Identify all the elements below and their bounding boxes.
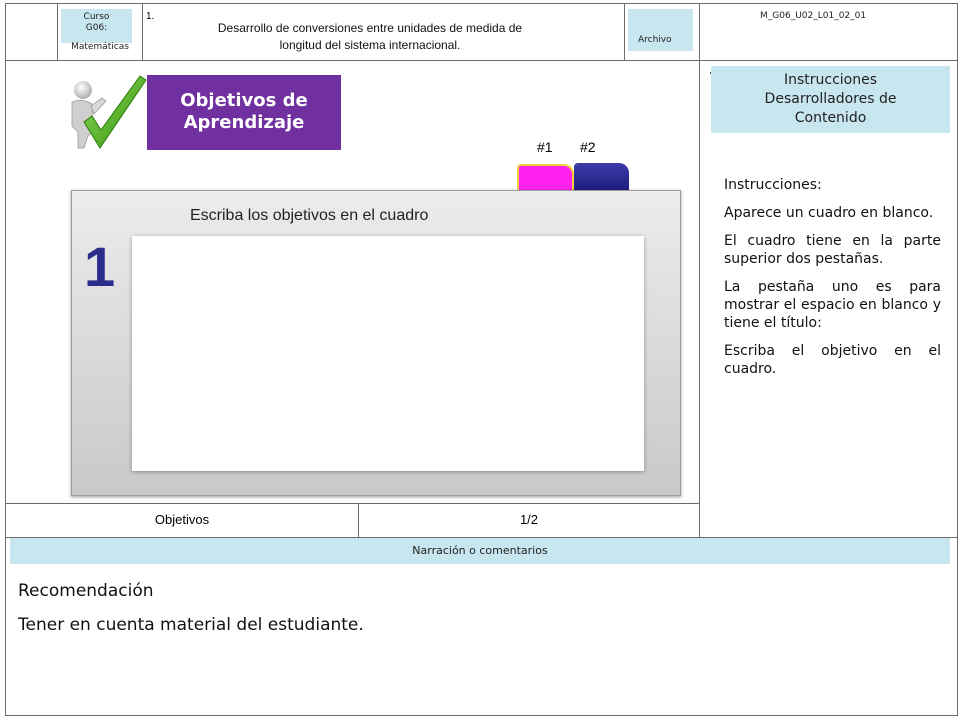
course-subject: Matemáticas	[71, 42, 129, 52]
recommendation-heading: Recomendación	[18, 581, 154, 601]
objectives-card	[71, 190, 681, 496]
objectives-input-box[interactable]	[132, 236, 644, 471]
card-title: Escriba los objetivos en el cuadro	[190, 207, 429, 224]
file-label-text: Archivo	[638, 35, 672, 45]
lesson-title-line: Desarrollo de conversiones entre unidades de medida de	[217, 21, 523, 35]
instructions-paragraph: La pestaña uno es para mostrar el espacio en blanco y tiene el título:	[724, 279, 941, 331]
course-label-line: G06:	[85, 23, 108, 33]
frame-right	[957, 3, 958, 716]
tab-2[interactable]	[574, 163, 629, 191]
instructions-paragraph: Aparece un cuadro en blanco.	[724, 205, 934, 221]
header-divider-1	[57, 3, 58, 60]
objectives-banner	[147, 75, 341, 150]
content-right-divider	[699, 60, 700, 537]
frame-left	[5, 3, 6, 716]
checkmark-mascot-icon	[66, 74, 148, 150]
footer-page-number: 1/2	[519, 512, 539, 527]
card-number: 1	[84, 235, 116, 298]
frame-top	[5, 3, 958, 4]
instructions-paragraph: El cuadro tiene en la parte superior dos pestañas.	[724, 233, 941, 267]
tab-2-label: #2	[580, 139, 596, 155]
instructions-paragraph: Instrucciones:	[724, 177, 822, 193]
lesson-title-line: longitud del sistema internacional.	[279, 38, 461, 52]
instructions-paragraph: Escriba el objetivo en el cuadro.	[724, 343, 941, 377]
tab-1[interactable]	[517, 164, 574, 192]
file-label	[628, 9, 693, 51]
banner-line: Aprendizaje	[183, 112, 305, 133]
course-label-line: Curso	[83, 12, 110, 22]
tab-1-label: #1	[537, 139, 553, 155]
footer-section-label: Objetivos	[154, 512, 210, 527]
narration-label: Narración o comentarios	[10, 538, 950, 564]
header-bottom-line	[5, 60, 958, 61]
header-divider-2	[142, 3, 143, 60]
instructions-heading-line: Instrucciones	[783, 72, 878, 88]
instructions-heading-line: Desarrolladores de	[764, 91, 897, 107]
lesson-title	[190, 20, 550, 54]
instructions-heading	[711, 66, 950, 133]
header-divider-4	[699, 3, 700, 60]
frame-bottom	[5, 715, 958, 716]
header-divider-3	[624, 3, 625, 60]
course-label	[61, 9, 132, 43]
instructions-text	[724, 176, 941, 388]
lesson-number: 1.	[146, 11, 155, 22]
banner-line: Objetivos de	[180, 90, 308, 111]
document-code: M_G06_U02_L01_02_01	[760, 11, 867, 21]
recommendation-text: Tener en cuenta material del estudiante.	[18, 615, 364, 635]
instructions-heading-line: Contenido	[794, 110, 867, 126]
